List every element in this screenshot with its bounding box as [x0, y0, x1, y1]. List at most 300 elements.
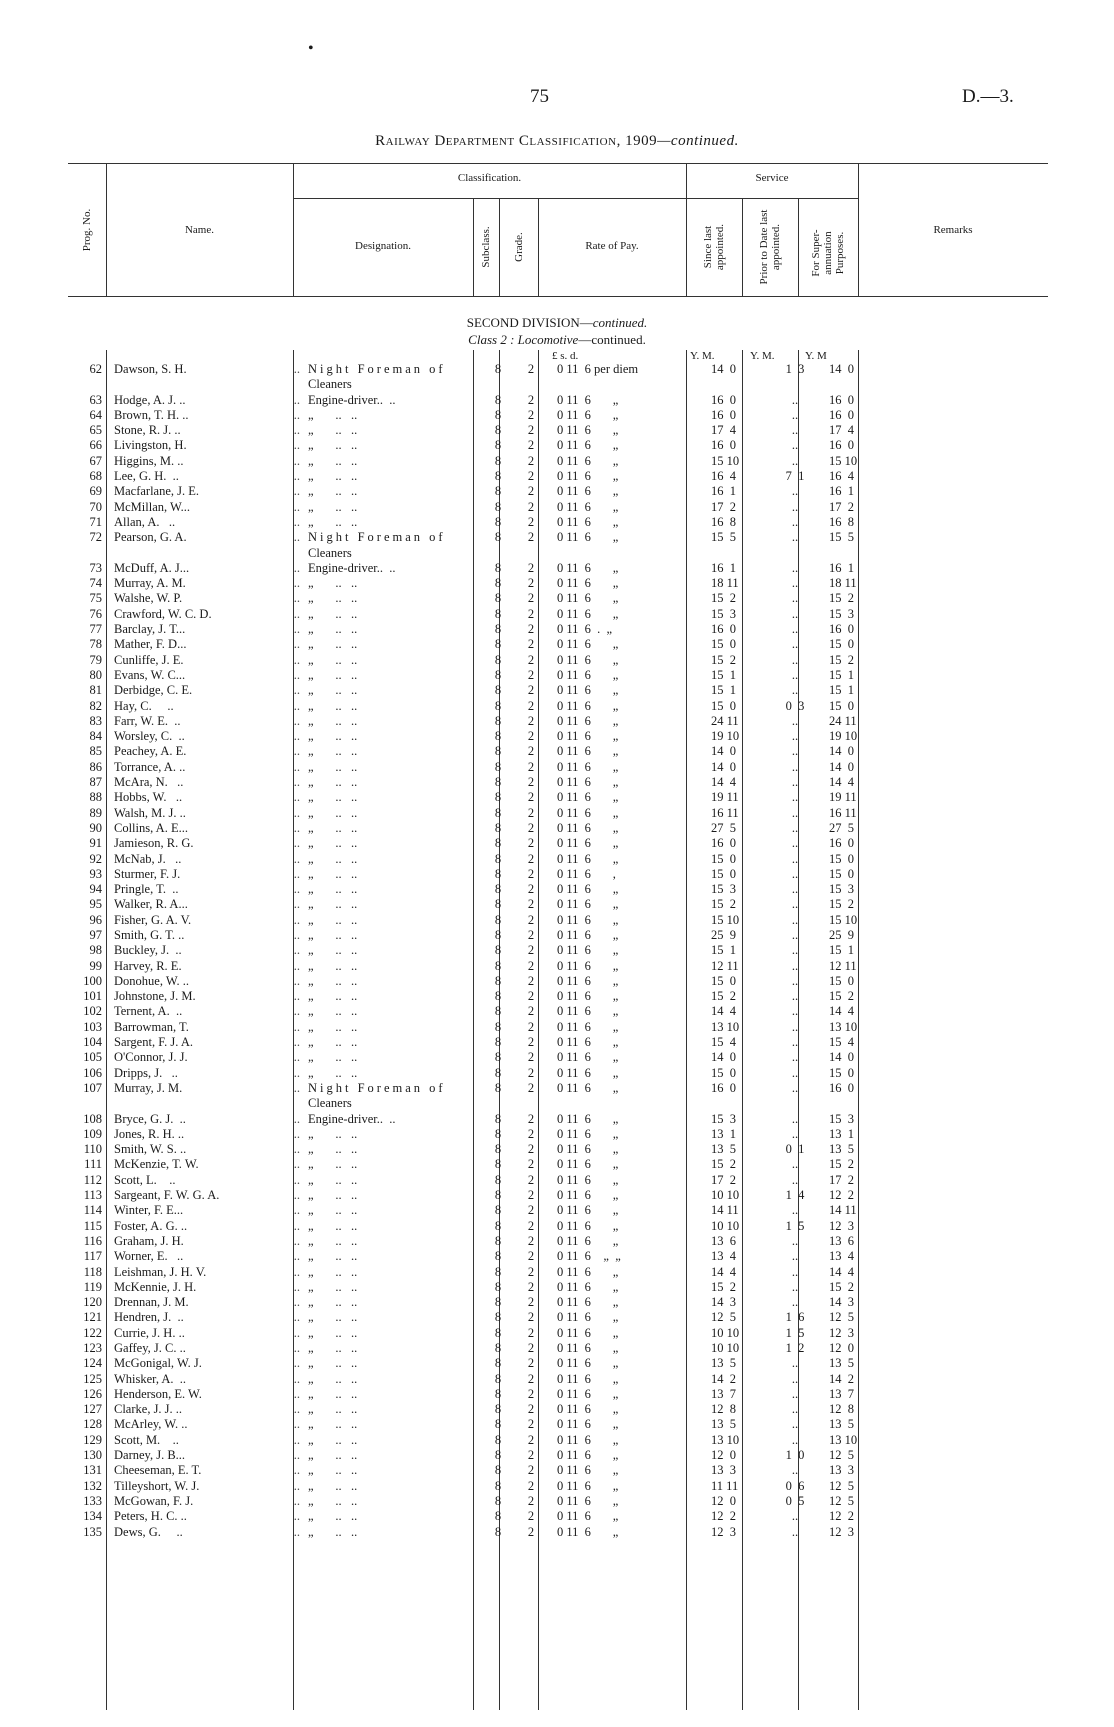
prog-no-cell: 101: [83, 989, 102, 1004]
subclass-cell: 8: [494, 958, 502, 973]
employee-name: Derbidge, C. E.: [114, 683, 193, 698]
header-designation: Designation.: [355, 240, 411, 252]
prior-to-date-cell: ..: [791, 576, 799, 591]
unit-prior: Y. M.: [750, 350, 775, 362]
since-last-cell: [705, 377, 767, 392]
employee-name: Worner, E. ..: [114, 1249, 184, 1264]
leader-dots: ..: [293, 775, 300, 790]
rate-of-pay-cell: 0 11 6 „: [557, 1126, 619, 1141]
leader-dots: ..: [293, 1188, 300, 1203]
prog-no-cell: 131: [83, 1463, 102, 1478]
since-last-cell: 14 0: [711, 744, 736, 759]
prog-no-cell: 100: [83, 973, 102, 988]
employee-name: Leishman, J. H. V.: [114, 1264, 207, 1279]
prog-no-cell: 106: [83, 1065, 102, 1080]
table-row: [68, 683, 889, 698]
since-last-cell: 15 2: [711, 897, 736, 912]
designation-cell: „ .. ..: [308, 606, 358, 621]
leader-dots: ..: [293, 1019, 300, 1034]
prior-to-date-cell: ..: [791, 1126, 799, 1141]
subclass-cell: 8: [494, 989, 502, 1004]
prior-to-date-cell: ..: [791, 438, 799, 453]
table-row: [68, 515, 889, 530]
grade-cell: 2: [527, 1478, 535, 1493]
name-cell: [110, 1127, 304, 1142]
superannuation-cell: 15 3: [829, 606, 854, 621]
grade-cell: 2: [527, 530, 535, 545]
designation-cell: „ .. ..: [308, 866, 358, 881]
leader-dots: ..: [293, 1035, 300, 1050]
table-row: [68, 500, 889, 515]
prog-no-cell: 124: [83, 1356, 102, 1371]
rate-of-pay-cell: 0 11 6 per diem: [557, 362, 639, 376]
leader-dots: ..: [293, 866, 300, 881]
designation-cell: „ .. ..: [308, 713, 358, 728]
prog-no-cell: 66: [89, 438, 102, 453]
designation-cell: „ .. ..: [308, 1310, 358, 1325]
since-last-cell: 16 8: [711, 514, 736, 529]
table-row: [68, 408, 889, 423]
designation-cell: „ .. ..: [308, 1402, 358, 1417]
grade-cell: 2: [527, 362, 535, 376]
leader-dots: ..: [293, 729, 300, 744]
subclass-cell: 8: [494, 453, 502, 468]
division-heading: [0, 315, 1114, 331]
leader-dots: ..: [293, 1295, 300, 1310]
table-row: [68, 882, 889, 897]
grade-cell: 2: [527, 790, 535, 805]
grade-cell: [511, 546, 551, 561]
leader-dots: ..: [293, 1157, 300, 1172]
table-row: [68, 699, 889, 714]
superannuation-cell: 15 0: [829, 866, 854, 881]
rate-of-pay-cell: 0 11 6 „: [557, 1264, 619, 1279]
grade-cell: 2: [527, 1310, 535, 1325]
grade-cell: 2: [527, 1402, 535, 1417]
designation-cell: „ .. ..: [308, 973, 358, 988]
prior-to-date-cell: 1 2: [785, 1341, 805, 1355]
name-cell: [110, 806, 304, 821]
grade-cell: 2: [527, 1157, 535, 1172]
rate-of-pay-cell: 0 11 6 „: [557, 729, 619, 744]
leader-dots: ..: [293, 1524, 300, 1539]
prog-no-cell: 122: [83, 1325, 102, 1340]
prior-to-date-cell: ..: [791, 560, 799, 575]
prior-to-date-cell: ..: [791, 1249, 799, 1264]
employee-name: Smith, G. T. ..: [114, 927, 185, 942]
subclass-cell: 8: [494, 973, 502, 988]
grade-cell: 2: [527, 989, 535, 1004]
subclass-cell: 8: [494, 851, 502, 866]
designation-cell: „ .. ..: [308, 1493, 358, 1508]
name-cell: [110, 515, 304, 530]
prior-to-date-cell: ..: [791, 866, 799, 881]
employee-name: Higgins, M. ..: [114, 453, 184, 468]
designation-cell: Engine-driver.. ..: [308, 560, 396, 575]
since-last-cell: 14 4: [711, 1004, 736, 1019]
table-row: [68, 546, 889, 561]
table-row: [68, 729, 889, 744]
rate-of-pay-cell: 0 11 6 „: [557, 1035, 619, 1050]
superannuation-cell: 15 2: [829, 652, 854, 667]
table-row: [68, 1479, 889, 1494]
superannuation-cell: 15 0: [829, 973, 854, 988]
grade-cell: 2: [527, 438, 535, 453]
since-last-cell: 10 10: [711, 1325, 740, 1340]
superannuation-cell: 13 6: [829, 1233, 854, 1248]
prog-no-cell: 91: [89, 836, 102, 851]
since-last-cell: 16 0: [711, 392, 736, 407]
prior-to-date-cell: ..: [791, 897, 799, 912]
subclass-cell: 8: [494, 912, 502, 927]
since-last-cell: 14 0: [711, 759, 736, 774]
since-last-cell: 13 7: [711, 1386, 736, 1401]
since-last-cell: 15 2: [711, 591, 736, 606]
rate-of-pay-cell: 0 11 6 „: [557, 591, 619, 606]
leader-dots: ..: [293, 362, 300, 376]
grade-cell: 2: [527, 1065, 535, 1080]
superannuation-cell: 16 0: [829, 438, 854, 453]
rate-of-pay-cell: [551, 1096, 705, 1111]
employee-name: Jones, R. H. ..: [114, 1126, 185, 1141]
table-row: [68, 806, 889, 821]
prior-to-date-cell: ..: [791, 1463, 799, 1478]
rate-of-pay-cell: 0 11 6 „: [557, 775, 619, 790]
since-last-cell: 15 2: [711, 989, 736, 1004]
table-row: [68, 867, 889, 882]
leader-dots: ..: [293, 514, 300, 529]
name-cell: [110, 408, 304, 423]
prior-to-date-cell: ..: [791, 729, 799, 744]
rate-of-pay-cell: 0 11 6 „: [557, 1004, 619, 1019]
grade-cell: 2: [527, 469, 535, 484]
since-last-cell: [705, 1096, 767, 1111]
since-last-cell: 15 0: [711, 637, 736, 652]
table-row: [68, 1203, 889, 1218]
prior-to-date-cell: ..: [791, 912, 799, 927]
header-prior-to-date: Prior to Date last appointed.: [758, 209, 782, 285]
grade-cell: 2: [527, 423, 535, 438]
subclass-cell: 8: [494, 698, 502, 713]
subclass-cell: 8: [494, 1341, 502, 1355]
employee-name: Gaffey, J. C. ..: [114, 1341, 186, 1355]
employee-name: Bryce, G. J. ..: [114, 1111, 186, 1126]
unit-since: Y. M.: [690, 350, 715, 362]
leader-dots: ..: [293, 1249, 300, 1264]
grade-cell: 2: [527, 836, 535, 851]
table-row: [68, 653, 889, 668]
subclass-cell: 8: [494, 1371, 502, 1386]
subclass-cell: 8: [494, 729, 502, 744]
since-last-cell: 12 11: [711, 958, 739, 973]
grade-cell: 2: [527, 1050, 535, 1065]
employee-name: Whisker, A. ..: [114, 1371, 187, 1386]
superannuation-cell: 27 5: [829, 820, 854, 835]
designation-cell: „ .. ..: [308, 820, 358, 835]
table-row: [68, 1112, 889, 1127]
leader-dots: ..: [293, 1478, 300, 1493]
prior-to-date-cell: ..: [791, 606, 799, 621]
prior-to-date-cell: ..: [791, 1279, 799, 1294]
subclass-cell: 8: [494, 836, 502, 851]
header-super: For Super-annuation Purposes.: [810, 229, 846, 277]
name-cell: [110, 882, 304, 897]
table-row: [68, 393, 889, 408]
header-col-divider: [473, 198, 474, 296]
superannuation-cell: 15 2: [829, 897, 854, 912]
grade-cell: 2: [527, 1004, 535, 1019]
table-row: [68, 484, 889, 499]
superannuation-cell: 13 7: [829, 1386, 854, 1401]
prior-to-date-cell: ..: [791, 1509, 799, 1524]
subclass-cell: 8: [494, 866, 502, 881]
table-row: [68, 1081, 889, 1096]
unit-pay: £ s. d.: [552, 350, 579, 362]
grade-cell: 2: [527, 1386, 535, 1401]
grade-cell: 2: [527, 591, 535, 606]
superannuation-cell: 14 0: [829, 759, 854, 774]
designation-cell: „ .. ..: [308, 775, 358, 790]
leader-dots: ..: [293, 805, 300, 820]
name-cell: [110, 1265, 304, 1280]
employee-name: Macfarlane, J. E.: [114, 484, 200, 499]
superannuation-cell: 17 2: [829, 1172, 854, 1187]
rate-of-pay-cell: 0 11 6 „: [557, 912, 619, 927]
prior-to-date-cell: ..: [791, 453, 799, 468]
employee-name: McAra, N. ..: [114, 775, 184, 790]
name-cell: [110, 1050, 304, 1065]
table-row: [68, 1326, 889, 1341]
subclass-cell: 8: [494, 1295, 502, 1310]
prog-no-cell: 120: [83, 1295, 102, 1310]
subclass-cell: 8: [494, 469, 502, 484]
name-cell: [110, 1234, 304, 1249]
grade-cell: 2: [527, 576, 535, 591]
name-cell: [110, 622, 304, 637]
grade-cell: 2: [527, 744, 535, 759]
employee-name: Brown, T. H. ..: [114, 407, 189, 422]
grade-cell: 2: [527, 1448, 535, 1463]
leader-dots: ..: [293, 958, 300, 973]
rate-of-pay-cell: 0 11 6 „: [557, 1448, 619, 1463]
table-row: [68, 1004, 889, 1019]
prior-to-date-cell: 0 1: [785, 1142, 805, 1157]
rate-of-pay-cell: 0 11 6 „: [557, 1233, 619, 1248]
grade-cell: 2: [527, 698, 535, 713]
rate-of-pay-cell: 0 11 6 ,: [557, 866, 616, 881]
grade-cell: 2: [527, 1218, 535, 1233]
subclass-cell: 8: [494, 423, 502, 438]
superannuation-cell: 19 10: [829, 729, 858, 744]
employee-name: Hodge, A. J. ..: [114, 392, 186, 407]
superannuation-cell: 15 1: [829, 943, 854, 958]
subclass-cell: 8: [494, 1325, 502, 1340]
prog-no-cell: 92: [89, 851, 102, 866]
grade-cell: 2: [527, 775, 535, 790]
prior-to-date-cell: ..: [791, 1065, 799, 1080]
rate-of-pay-cell: 0 11 6 „: [557, 683, 619, 698]
rate-of-pay-cell: 0 11 6 „: [557, 438, 619, 453]
leader-dots: ..: [293, 484, 300, 499]
class-name: Locomotive: [517, 332, 579, 347]
designation-cell: „ .. ..: [308, 1035, 358, 1050]
rate-of-pay-cell: 0 11 6 „: [557, 407, 619, 422]
employee-name: Tilleyshort, W. J.: [114, 1478, 200, 1493]
prog-no-cell: 119: [83, 1279, 102, 1294]
employee-name: Fisher, G. A. V.: [114, 912, 192, 927]
designation-cell: „ .. ..: [308, 1371, 358, 1386]
table-row: [68, 1127, 889, 1142]
employee-name: Hendren, J. ..: [114, 1310, 184, 1325]
superannuation-cell: 14 0: [829, 1050, 854, 1065]
subclass-cell: 8: [494, 499, 502, 514]
rate-of-pay-cell: 0 11 6 „: [557, 713, 619, 728]
prior-to-date-cell: [767, 1096, 823, 1111]
since-last-cell: 10 10: [711, 1341, 740, 1355]
table-row: [68, 744, 889, 759]
subclass-cell: 8: [494, 1249, 502, 1264]
designation-cell: „ .. ..: [308, 499, 358, 514]
subclass-cell: 8: [494, 775, 502, 790]
employee-name: Buckley, J. ..: [114, 943, 182, 958]
header-col-divider: [499, 198, 500, 296]
employee-name: Collins, A. E...: [114, 820, 188, 835]
name-cell: [110, 1479, 304, 1494]
name-cell: [110, 484, 304, 499]
employee-name: McMillan, W...: [114, 499, 191, 514]
superannuation-cell: 15 10: [829, 453, 858, 468]
table-row: [68, 1142, 889, 1157]
rate-of-pay-cell: 0 11 6 „: [557, 897, 619, 912]
subclass-cell: 8: [494, 1448, 502, 1463]
prior-to-date-cell: ..: [791, 1402, 799, 1417]
superannuation-cell: 14 11: [829, 1203, 857, 1218]
table-row: [68, 1433, 889, 1448]
employee-name: Livingston, H.: [114, 438, 187, 453]
employee-name: Jamieson, R. G.: [114, 836, 194, 851]
since-last-cell: 15 5: [711, 530, 736, 545]
since-last-cell: 15 0: [711, 698, 736, 713]
table-row: [68, 775, 889, 790]
leader-dots: ..: [293, 698, 300, 713]
table-row: [68, 1372, 889, 1387]
subclass-cell: 8: [494, 438, 502, 453]
leader-dots: ..: [293, 1233, 300, 1248]
superannuation-cell: 12 5: [829, 1493, 854, 1508]
designation-cell: Night Foreman of: [308, 530, 446, 545]
subclass-cell: 8: [494, 1417, 502, 1432]
header-rate-of-pay: Rate of Pay.: [585, 240, 639, 252]
superannuation-cell: 15 0: [829, 698, 854, 713]
name-cell: [110, 699, 304, 714]
employee-name: Peters, H. C. ..: [114, 1509, 187, 1524]
prior-to-date-cell: ..: [791, 1157, 799, 1172]
superannuation-cell: 18 11: [829, 576, 857, 591]
prior-to-date-cell: ..: [791, 1524, 799, 1539]
superannuation-cell: 12 5: [829, 1448, 854, 1463]
header-prog-no: Prog. No.: [81, 208, 93, 252]
designation-cell: Cleaners: [308, 1096, 352, 1111]
grade-cell: 2: [527, 667, 535, 682]
table-row: [68, 1356, 889, 1371]
designation-cell: „ .. ..: [308, 1448, 358, 1463]
grade-cell: 2: [527, 1463, 535, 1478]
prior-to-date-cell: ..: [791, 989, 799, 1004]
table-row: [68, 438, 889, 453]
division-label: SECOND DIVISION—: [466, 315, 593, 330]
designation-cell: „ .. ..: [308, 683, 358, 698]
prog-no-cell: 110: [83, 1142, 102, 1157]
subclass-cell: 8: [494, 820, 502, 835]
prior-to-date-cell: ..: [791, 1371, 799, 1386]
prog-no-cell: 132: [83, 1478, 102, 1493]
table-row: [68, 1463, 889, 1478]
designation-cell: „ .. ..: [308, 1050, 358, 1065]
employee-name: Barrowman, T.: [114, 1019, 189, 1034]
table-row: [68, 1295, 889, 1310]
subclass-cell: 8: [494, 1111, 502, 1126]
table-row: [68, 760, 889, 775]
prior-to-date-cell: ..: [791, 836, 799, 851]
subclass-cell: 8: [494, 744, 502, 759]
subclass-cell: 8: [494, 1463, 502, 1478]
designation-cell: „ .. ..: [308, 744, 358, 759]
name-cell: [110, 1341, 304, 1356]
name-cell: [110, 1356, 304, 1371]
since-last-cell: 24 11: [711, 713, 739, 728]
since-last-cell: 10 10: [711, 1188, 740, 1203]
since-last-cell: 13 5: [711, 1142, 736, 1157]
subclass-cell: 8: [494, 407, 502, 422]
since-last-cell: 13 5: [711, 1417, 736, 1432]
prior-to-date-cell: ..: [791, 622, 799, 637]
name-cell: [110, 1417, 304, 1432]
table-row: [68, 377, 889, 392]
name-cell: [110, 683, 304, 698]
employee-name: Graham, J. H.: [114, 1233, 184, 1248]
subclass-cell: 8: [494, 667, 502, 682]
rate-of-pay-cell: 0 11 6 „: [557, 1188, 619, 1203]
subclass-cell: 8: [494, 392, 502, 407]
prior-to-date-cell: ..: [791, 973, 799, 988]
since-last-cell: 16 0: [711, 622, 736, 637]
designation-cell: „ .. ..: [308, 1386, 358, 1401]
designation-cell: „ .. ..: [308, 698, 358, 713]
designation-cell: „ .. ..: [308, 622, 358, 637]
subclass-cell: 8: [494, 1019, 502, 1034]
since-last-cell: 12 2: [711, 1509, 736, 1524]
superannuation-cell: 15 0: [829, 637, 854, 652]
since-last-cell: 12 0: [711, 1448, 736, 1463]
leader-dots: ..: [293, 1325, 300, 1340]
superannuation-cell: 16 4: [829, 469, 854, 484]
designation-cell: „ .. ..: [308, 790, 358, 805]
table-row: [68, 1525, 889, 1540]
rate-of-pay-cell: 0 11 6 „: [557, 606, 619, 621]
table-row: [68, 1341, 889, 1356]
division-continued: continued.: [592, 315, 648, 330]
rate-of-pay-cell: 0 11 6 „: [557, 1157, 619, 1172]
prior-to-date-cell: 1 5: [785, 1218, 805, 1233]
subclass-cell: 8: [494, 1065, 502, 1080]
since-last-cell: 14 4: [711, 1264, 736, 1279]
employee-name: Hobbs, W. ..: [114, 790, 183, 805]
subclass-cell: 8: [494, 606, 502, 621]
since-last-cell: 15 3: [711, 1111, 736, 1126]
prog-no-cell: 98: [89, 943, 102, 958]
prog-no-cell: 65: [89, 423, 102, 438]
prior-to-date-cell: 1 5: [785, 1325, 805, 1340]
